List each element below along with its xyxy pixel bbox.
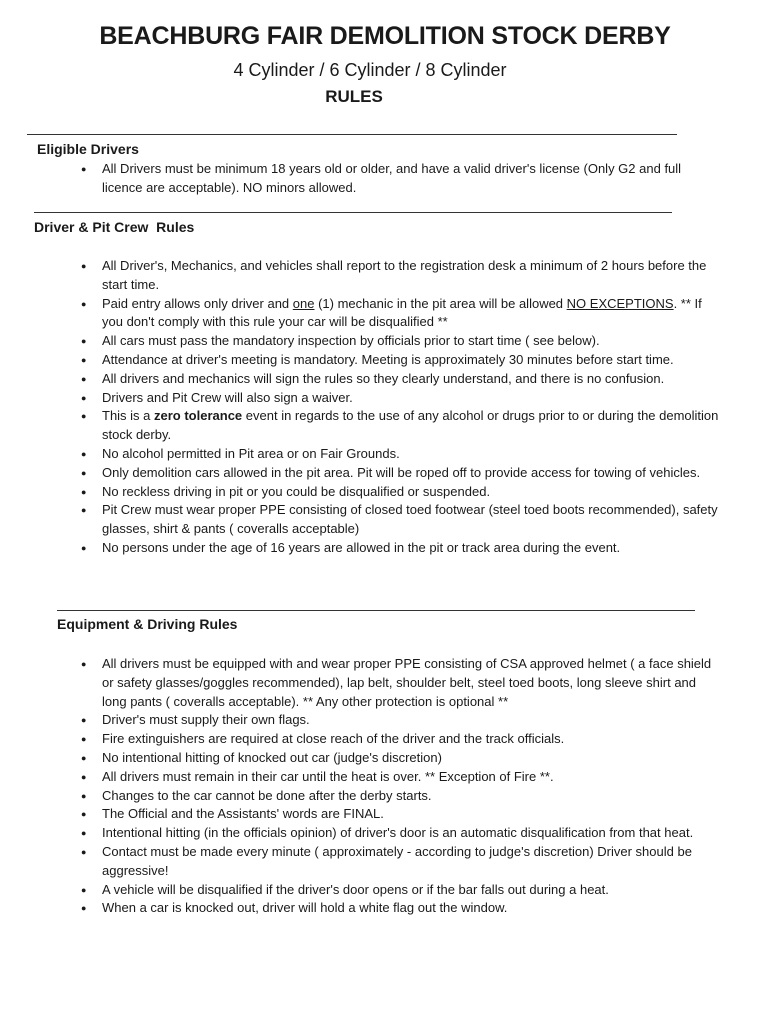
list-item: ● Fire extinguishers are required at close reach of the driver and the track officials.: [102, 730, 716, 749]
list-item: ● Pit Crew must wear proper PPE consisting of closed toed footwear (steel toed boots recommended), safety glasses, shirt & pants ( coveralls acceptable): [102, 501, 722, 539]
rules-label: RULES: [325, 87, 383, 106]
list-item: ● All drivers must remain in their car until the heat is over. ** Exception of Fire **.: [102, 768, 716, 787]
list-item: ● All Driver's, Mechanics, and vehicles shall report to the registration desk a minimum of 2 hours before the start time.: [102, 257, 722, 295]
list-item: ● No reckless driving in pit or you could be disqualified or suspended.: [102, 483, 722, 502]
cylinder-classes: 4 Cylinder / 6 Cylinder / 8 Cylinder: [233, 60, 507, 80]
list-item: ● The Official and the Assistants' words are FINAL.: [102, 805, 716, 824]
eligible-drivers-list: [102, 160, 687, 198]
list-item: ● Changes to the car cannot be done after the derby starts.: [102, 787, 716, 806]
list-item: ● All Drivers must be minimum 18 years old or older, and have a valid driver's license (Only G2 and full licence are acceptable). NO minors allowed.: [102, 160, 687, 198]
driver-pit-crew-list: [102, 257, 722, 558]
bold-text: zero tolerance: [154, 408, 243, 424]
divider-line: [27, 134, 677, 135]
section-heading-driver-pit-crew: Driver & Pit Crew Rules: [34, 219, 195, 235]
list-item: ● Driver's must supply their own flags.: [102, 711, 716, 730]
list-item: ● No intentional hitting of knocked out car (judge's discretion): [102, 749, 716, 768]
list-item: ● Paid entry allows only driver and one (1) mechanic in the pit area will be allowed NO EXCEPTIONS. ** If you don't comply with this rule your car will be disqualified **: [102, 295, 722, 333]
list-item: ● All drivers and mechanics will sign the rules so they clearly understand, and there is no confusion.: [102, 370, 722, 389]
list-item: ● Intentional hitting (in the officials opinion) of driver's door is an automatic disqualification from that heat.: [102, 824, 716, 843]
list-item: ● A vehicle will be disqualified if the driver's door opens or if the bar falls out during a heat.: [102, 881, 716, 900]
divider-line: [57, 610, 695, 611]
divider-line: [34, 212, 672, 213]
list-item: ● No alcohol permitted in Pit area or on Fair Grounds.: [102, 445, 722, 464]
list-item: ● Contact must be made every minute ( approximately - according to judge's discretion) Driver should be aggressive!: [102, 843, 716, 881]
underlined-text: one: [292, 295, 315, 311]
list-item: ● Attendance at driver's meeting is mandatory. Meeting is approximately 30 minutes before start time.: [102, 351, 722, 370]
document-title: BEACHBURG FAIR DEMOLITION STOCK DERBY: [99, 22, 671, 50]
underlined-text: NO EXCEPTIONS: [566, 295, 674, 311]
list-item: ● All drivers must be equipped with and wear proper PPE consisting of CSA approved helmet ( a face shield or safety glasses/goggles recommended), lap belt, shoulder belt, steel toed boots, long sleeve shirt and long pants ( coveralls acceptable). ** Any other protection is optional **: [102, 655, 716, 711]
list-item: ● Drivers and Pit Crew will also sign a waiver.: [102, 389, 722, 408]
list-item: ● This is a zero tolerance event in regards to the use of any alcohol or drugs prior to or during the demolition stock derby.: [102, 407, 722, 445]
section-heading-equipment-driving: Equipment & Driving Rules: [57, 616, 238, 632]
list-item: ● All cars must pass the mandatory inspection by officials prior to start time ( see below).: [102, 332, 722, 351]
section-heading-eligible-drivers: Eligible Drivers: [37, 141, 139, 157]
list-item: ● When a car is knocked out, driver will hold a white flag out the window.: [102, 899, 716, 918]
equipment-driving-list: [102, 655, 716, 918]
list-item: ● Only demolition cars allowed in the pit area. Pit will be roped off to provide access for towing of vehicles.: [102, 464, 722, 483]
list-item: ● No persons under the age of 16 years are allowed in the pit or track area during the event.: [102, 539, 722, 558]
